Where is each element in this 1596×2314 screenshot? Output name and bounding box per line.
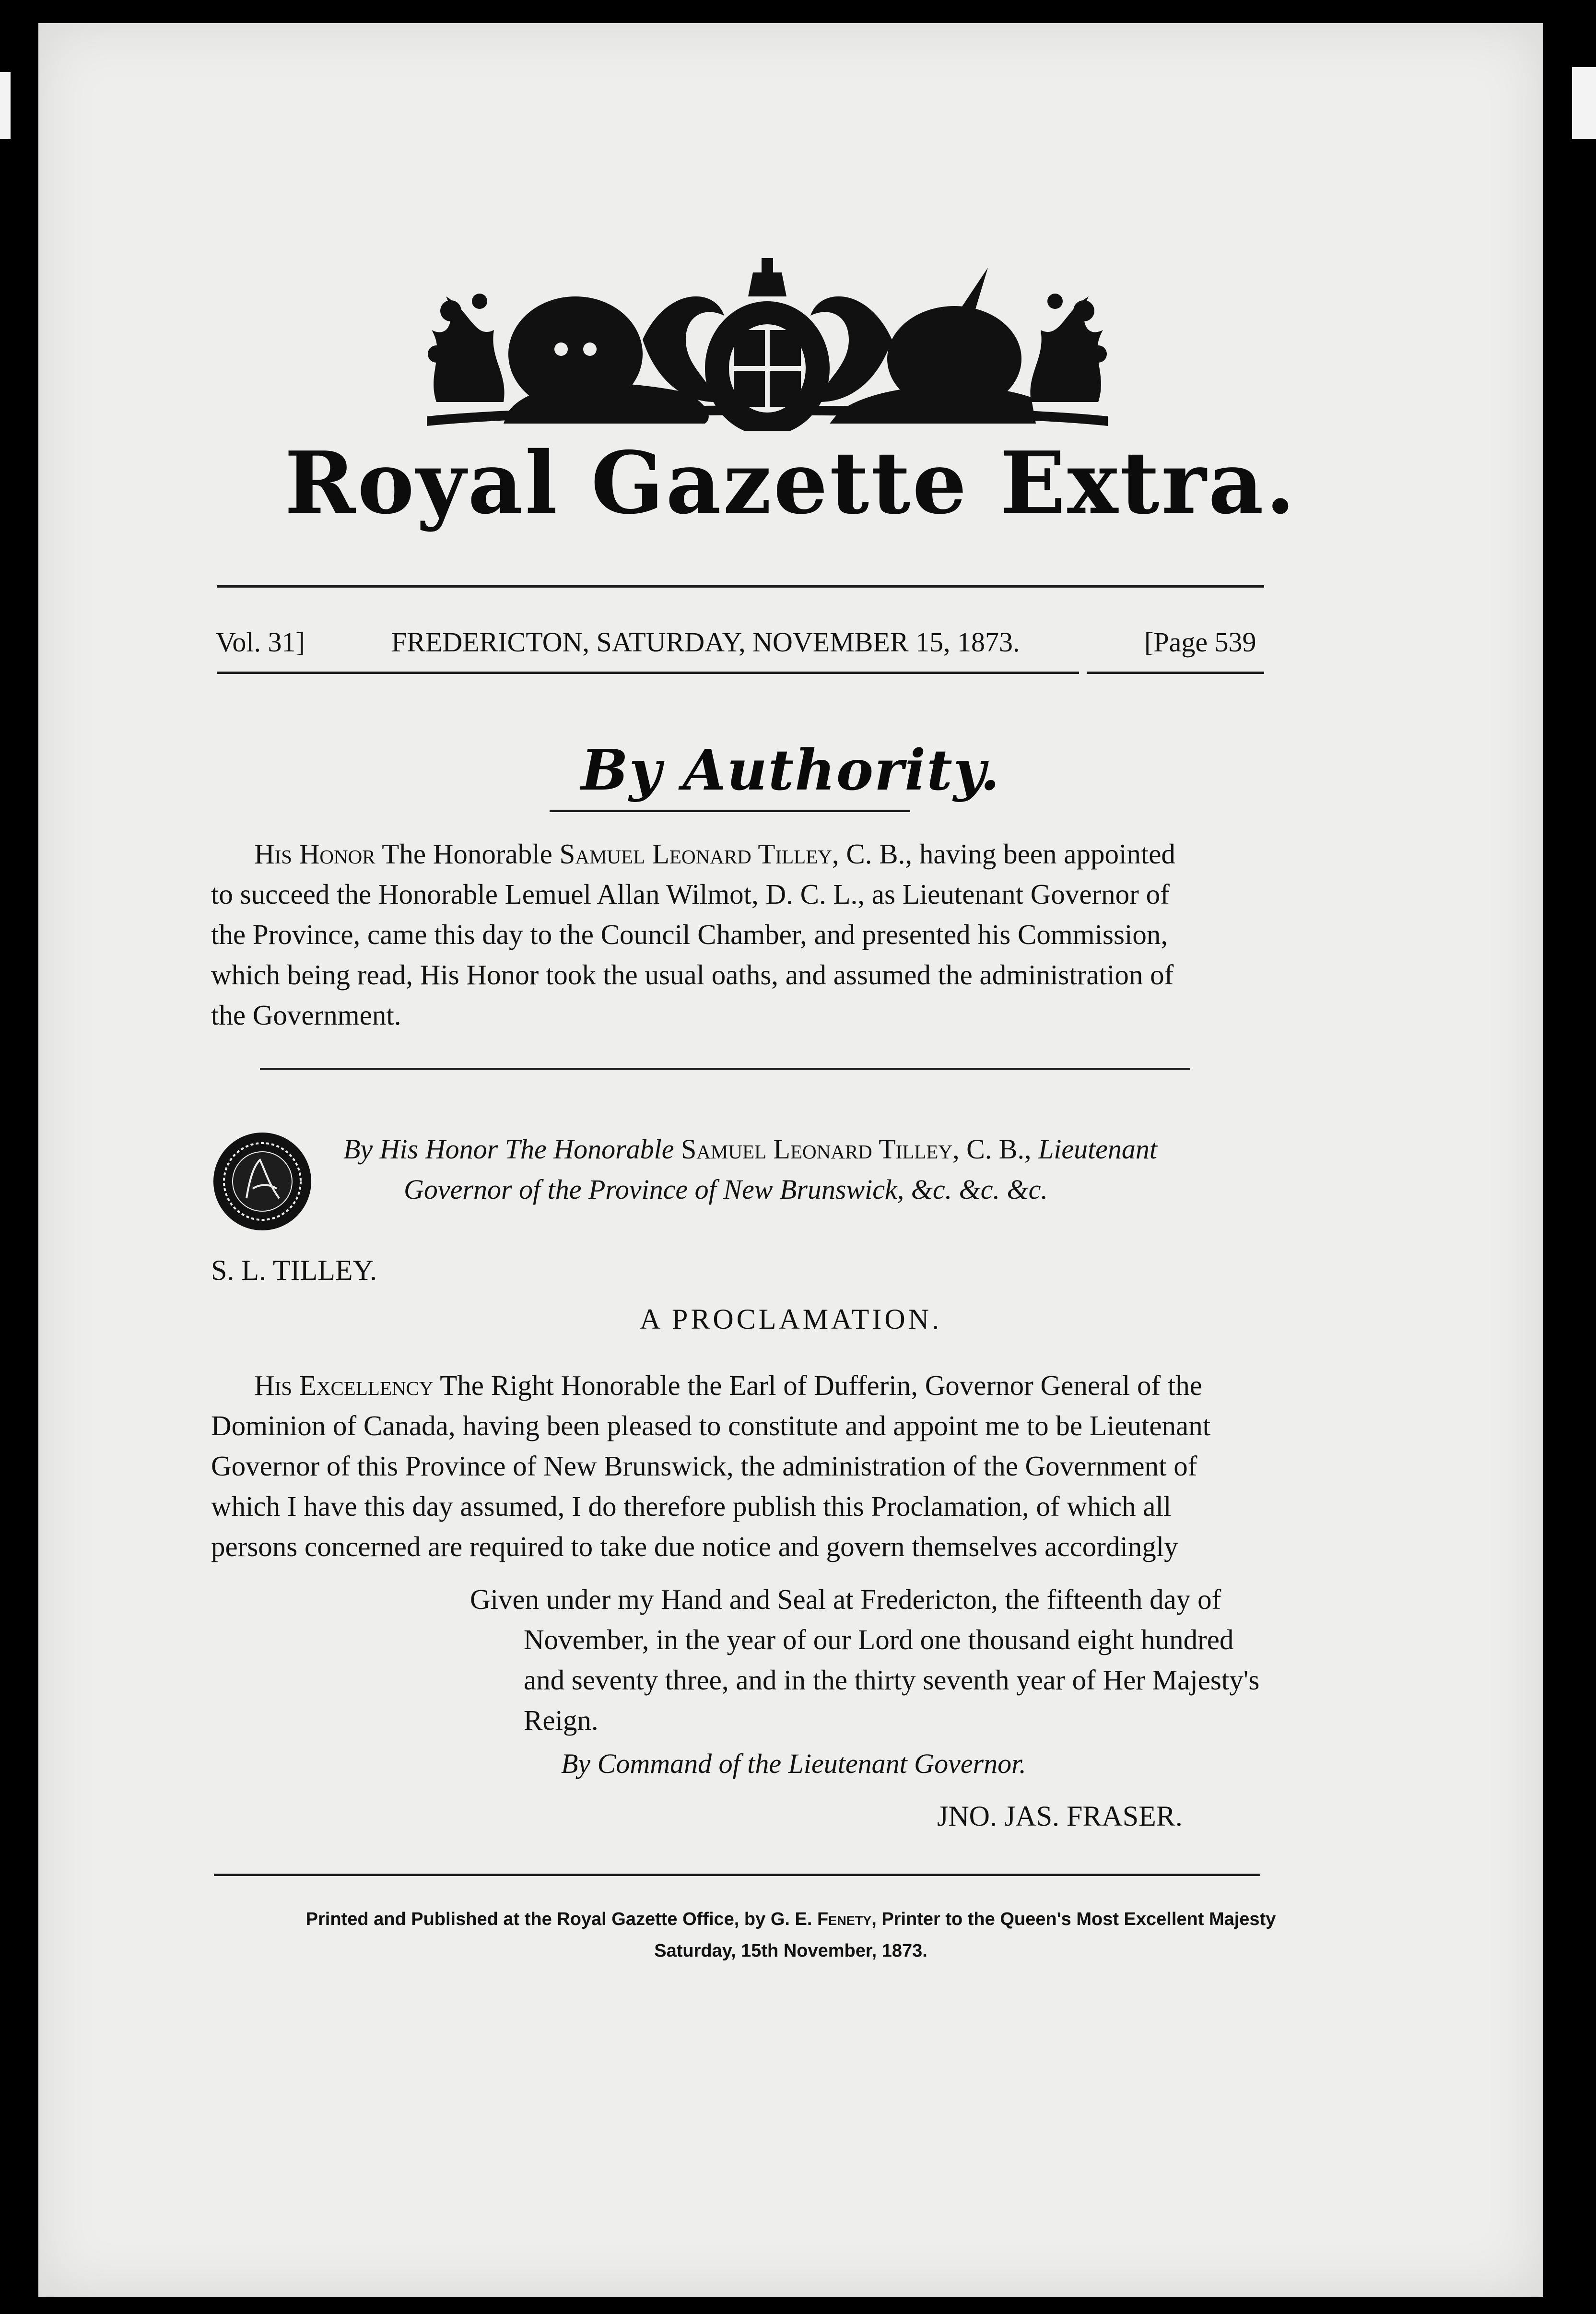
authority-underline	[550, 810, 910, 812]
appointment-notice	[211, 834, 1256, 1035]
masthead-title: Royal Gazette Extra.	[284, 433, 1297, 533]
notice-line: the Province, came this day to the Council Chamber, and presented his Commission,	[211, 919, 1168, 950]
given-line: November, in the year of our Lord one thousand eight hundred	[524, 1624, 1234, 1655]
royal-arms-crest-icon	[417, 258, 1117, 431]
dateline-page: [Page 539	[1144, 626, 1256, 658]
given-line: Given under my Hand and Seal at Fredericton, the fifteenth day of	[470, 1583, 1221, 1615]
provincial-seal-icon	[212, 1131, 313, 1232]
scan-border-tab-left	[0, 72, 11, 139]
byhonor-line-1: By His Honor The Honorable Samuel Leonard Tilley, C. B., Lieutenant	[343, 1133, 1158, 1165]
dateline-rule-left	[217, 672, 1079, 674]
proclamation-body	[211, 1365, 1256, 1567]
notice-line: to succeed the Honorable Lemuel Allan Wilmot, D. C. L., as Lieutenant Governor of	[211, 878, 1170, 910]
proclamation-line: Dominion of Canada, having been pleased to constitute and appoint me to be Lieutenant	[211, 1410, 1211, 1441]
dateline-place-date: FREDERICTON, SATURDAY, NOVEMBER 15, 1873.	[391, 626, 1020, 658]
imprint-line-1: Printed and Published at the Royal Gazette Office, by G. E. Fenety, Printer to the Queen's Most Excellent Majesty	[305, 1909, 1276, 1929]
masthead-rule-top	[217, 585, 1264, 588]
notice-line: which being read, His Honor took the usual oaths, and assumed the administration of	[211, 959, 1174, 991]
secretary-signature: JNO. JAS. FRASER.	[937, 1800, 1183, 1832]
dateline-rule-right	[1087, 672, 1264, 674]
imprint-line-2: Saturday, 15th November, 1873.	[654, 1941, 927, 1961]
footer-rule	[214, 1874, 1260, 1876]
gazette-page	[38, 23, 1543, 2297]
command-line: By Command of the Lieutenant Governor.	[561, 1748, 1026, 1779]
proclamation-line: persons concerned are required to take due notice and govern themselves accordingly	[211, 1531, 1178, 1562]
byhonor-line-2: Governor of the Province of New Brunswick, &c. &c. &c.	[404, 1174, 1048, 1205]
given-line: and seventy three, and in the thirty seventh year of Her Majesty's	[524, 1664, 1260, 1696]
given-under-seal	[470, 1579, 1260, 1740]
section-divider	[260, 1068, 1190, 1070]
printer-imprint	[38, 1903, 1543, 1967]
notice-line: His Honor The Honorable Samuel Leonard Tilley, C. B., having been appointed	[254, 838, 1175, 870]
signature-tilley: S. L. TILLEY.	[211, 1254, 377, 1286]
notice-line: the Government.	[211, 999, 401, 1031]
by-authority-heading: By Authority.	[581, 738, 1001, 803]
scan-border-tab-right	[1572, 67, 1596, 139]
proclamation-line: Governor of this Province of New Brunswick, the administration of the Government of	[211, 1450, 1197, 1482]
proclamation-line: which I have this day assumed, I do therefore publish this Proclamation, of which all	[211, 1490, 1172, 1522]
dateline-volume: Vol. 31]	[216, 626, 305, 658]
given-line: Reign.	[524, 1704, 598, 1736]
proclamation-line: His Excellency The Right Honorable the Earl of Dufferin, Governor General of the	[254, 1370, 1202, 1401]
proclamation-heading: A PROCLAMATION.	[639, 1303, 942, 1335]
